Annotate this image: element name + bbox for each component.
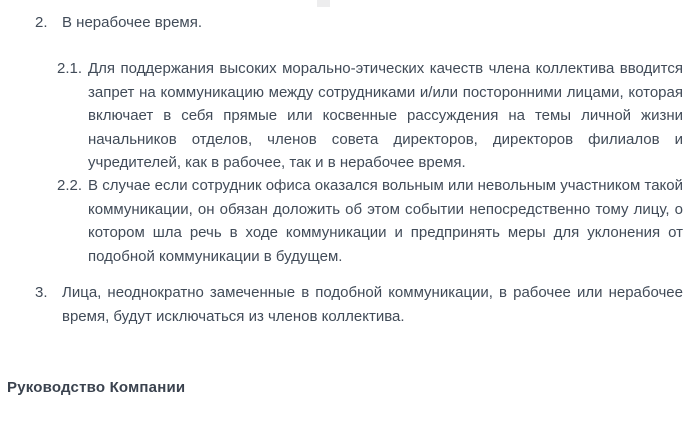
- list-item-2-2-number: 2.2.: [57, 177, 83, 194]
- list-item-2-1: [57, 57, 683, 175]
- list-item-3-number: 3.: [35, 284, 48, 301]
- list-item-2-2: [57, 174, 683, 268]
- list-item-2-1-number: 2.1.: [57, 60, 83, 77]
- list-item-3: [35, 281, 683, 328]
- list-item-3-text: Лица, неоднократно замеченные в подобной коммуникации, в рабочее или нерабочее время, будут исключаться из членов коллектива.: [62, 284, 683, 325]
- list-item-2: [35, 11, 455, 35]
- list-item-2-2-text: В случае если сотрудник офиса оказался вольным или невольным участником такой коммуникации, он обязан доложить об этом событии непосредственно тому лицу, о котором шла речь в ходе коммуникации и предпринять меры для уклонения от подобной коммуникации в будущем.: [88, 177, 683, 265]
- list-item-2-1-text: Для поддержания высоких морально-этических качеств члена коллектива вводится запрет на коммуникацию между сотрудниками и/или посторонними лицами, которая включает в себя прямые или косвенные рассуждения на темы личной жизни начальников отделов, членов совета директоров, директоров филиалов и учредителей, как в рабочее, так и в нерабочее время.: [88, 60, 683, 171]
- scan-artifact: [317, 0, 330, 7]
- signature-line: Руководство Компании: [7, 379, 186, 396]
- list-item-2-text: В нерабочее время.: [62, 14, 203, 31]
- list-item-2-number: 2.: [35, 14, 48, 31]
